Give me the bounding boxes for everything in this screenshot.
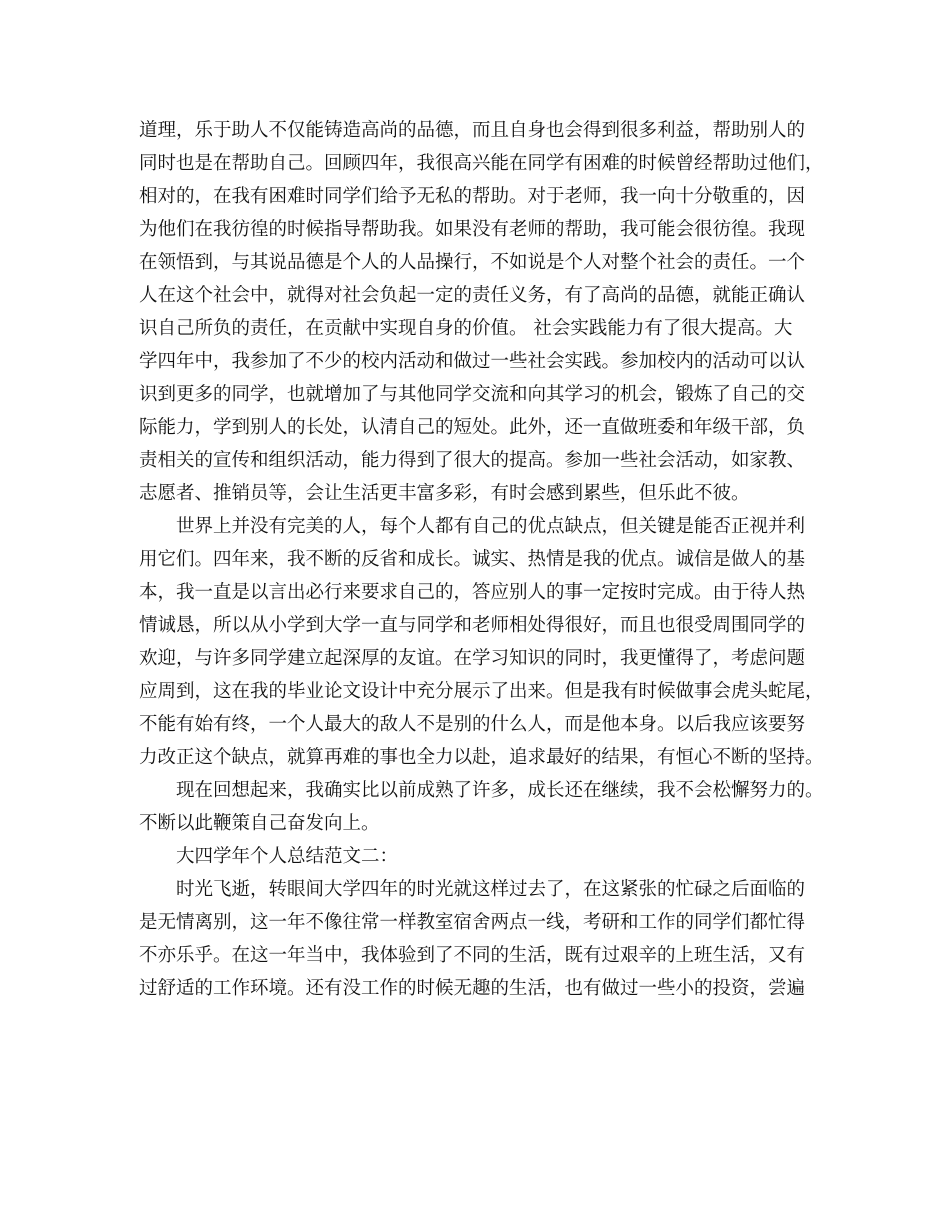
text-line: 道理，乐于助人不仅能铸造高尚的品德，而且自身也会得到很多利益，帮助别人的 (139, 120, 806, 141)
text-line: 用它们。四年来，我不断的反省和成长。诚实、热情是我的优点。诚信是做人的基 (139, 549, 806, 570)
text-line: 际能力，学到别人的长处，认清自己的短处。此外，还一直做班委和年级干部，负 (139, 417, 806, 438)
text-line: 应周到，这在我的毕业论文设计中充分展示了出来。但是我有时候做事会虎头蛇尾， (139, 681, 824, 702)
text-line: 时光飞逝，转眼间大学四年的时光就这样过去了，在这紧张的忙碌之后面临的 (176, 879, 806, 900)
text-line: 不断以此鞭策自己奋发向上。 (139, 813, 380, 834)
text-line: 大四学年个人总结范文二： (176, 846, 399, 867)
text-line: 情诚恳，所以从小学到大学一直与同学和老师相处得很好，而且也很受周围同学的 (139, 615, 806, 636)
text-line: 是无情离别，这一年不像往常一样教室宿舍两点一线，考研和工作的同学们都忙得 (139, 912, 806, 933)
text-line: 在领悟到，与其说品德是个人的人品操行，不如说是个人对整个社会的责任。一个 (139, 252, 806, 273)
text-line: 世界上并没有完美的人，每个人都有自己的优点缺点，但关键是能否正视并利 (176, 516, 806, 537)
text-line: 学四年中，我参加了不少的校内活动和做过一些社会实践。参加校内的活动可以认 (139, 351, 806, 372)
text-line: 人在这个社会中，就得对社会负起一定的责任义务，有了高尚的品德，就能正确认 (139, 285, 806, 306)
text-line: 相对的，在我有困难时同学们给予无私的帮助。对于老师，我一向十分敬重的，因 (139, 186, 806, 207)
text-line: 识到更多的同学，也就增加了与其他同学交流和向其学习的机会，锻炼了自己的交 (139, 384, 806, 405)
document-body-text (139, 114, 824, 1005)
text-line: 为他们在我彷徨的时候指导帮助我。如果没有老师的帮助，我可能会很彷徨。我现 (139, 219, 806, 240)
text-line: 过舒适的工作环境。还有没工作的时候无趣的生活，也有做过一些小的投资，尝遍 (139, 978, 806, 999)
text-line: 现在回想起来，我确实比以前成熟了许多，成长还在继续，我不会松懈努力的。 (176, 780, 824, 801)
text-line: 本，我一直是以言出必行来要求自己的，答应别人的事一定按时完成。由于待人热 (139, 582, 806, 603)
text-line: 识自己所负的责任，在贡献中实现自身的价值。 社会实践能力有了很大提高。大 (139, 318, 793, 339)
text-line: 不能有始有终，一个人最大的敌人不是别的什么人，而是他本身。以后我应该要努 (139, 714, 806, 735)
text-line: 力改正这个缺点，就算再难的事也全力以赴，追求最好的结果，有恒心不断的坚持。 (139, 747, 824, 768)
text-line: 同时也是在帮助自己。回顾四年，我很高兴能在同学有困难的时候曾经帮助过他们， (139, 153, 824, 174)
text-line: 志愿者、推销员等，会让生活更丰富多彩，有时会感到累些，但乐此不彼。 (139, 483, 750, 504)
text-line: 责相关的宣传和组织活动，能力得到了很大的提高。参加一些社会活动，如家教、 (139, 450, 806, 471)
text-line: 欢迎，与许多同学建立起深厚的友谊。在学习知识的同时，我更懂得了，考虑问题 (139, 648, 806, 669)
text-line: 不亦乐乎。在这一年当中，我体验到了不同的生活，既有过艰辛的上班生活，又有 (139, 945, 806, 966)
